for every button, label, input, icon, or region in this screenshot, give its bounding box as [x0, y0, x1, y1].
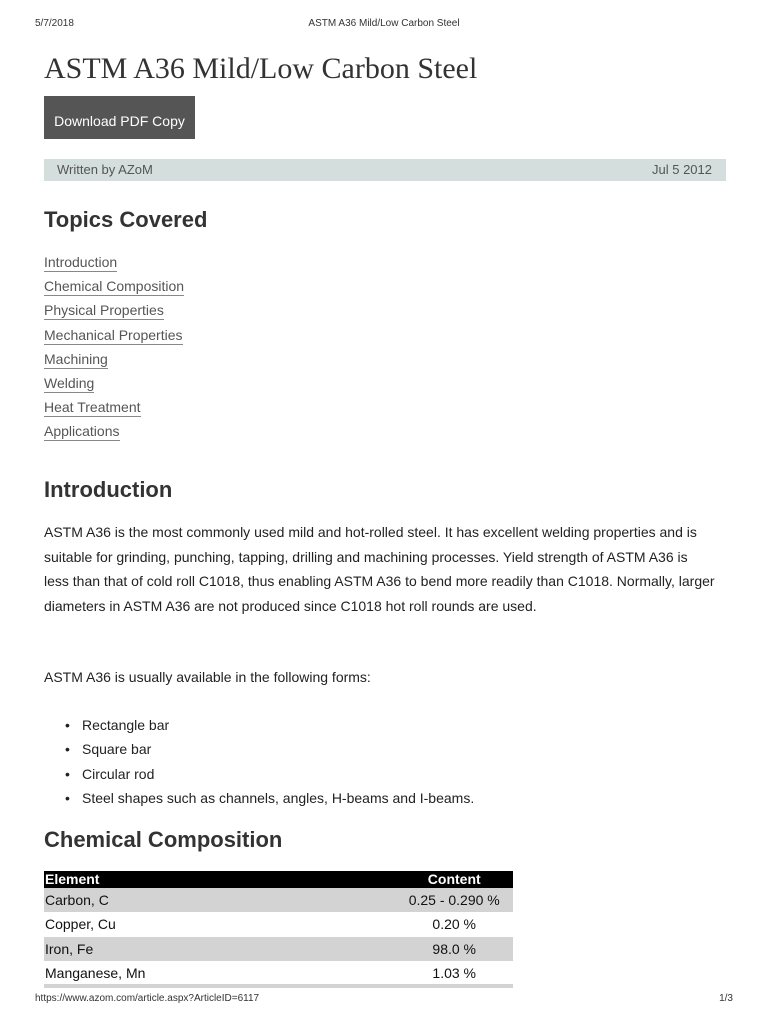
table-row	[44, 888, 513, 912]
element-cell: Manganese, Mn	[45, 965, 146, 982]
table-row	[44, 937, 513, 961]
introduction-paragraph: ASTM A36 is the most commonly used mild and hot-rolled steel. It has excellent welding properties and is suitable for grinding, punching, tapping, drilling and machining processes. Yield strength of ASTM A36 is less than that of cold roll C1018, thus enabling ASTM A36 to bend more readily than C1018. Normally, larger diameters in ASTM A36 are not produced since C1018 hot roll rounds are used.	[44, 524, 715, 615]
download-pdf-button[interactable]: Download PDF Copy	[44, 96, 195, 139]
content-cell: 1.03 %	[432, 965, 477, 982]
list-item	[44, 302, 184, 326]
list-item: • Steel shapes such as channels, angles, H-beams and I-beams.	[82, 786, 474, 810]
table-row	[44, 912, 513, 936]
toc-link-heat-treatment[interactable]: Heat Treatment	[44, 399, 141, 416]
element-cell: Carbon, C	[44, 888, 153, 912]
list-item	[44, 375, 184, 399]
list-item	[44, 278, 184, 302]
toc-link-introduction[interactable]: Introduction	[44, 254, 118, 270]
print-header	[35, 18, 733, 32]
list-item	[44, 327, 184, 351]
toc-link-welding[interactable]: Welding	[44, 374, 95, 391]
composition-table	[44, 871, 513, 985]
chemical-composition-heading: Chemical Composition	[44, 827, 283, 852]
page-number: 1/3	[719, 993, 733, 1004]
forms-intro-paragraph: ASTM A36 is usually available in the following forms:	[44, 669, 371, 685]
forms-list	[82, 713, 474, 810]
introduction-heading: Introduction	[44, 477, 173, 502]
print-footer	[35, 993, 733, 1005]
toc-link-applications[interactable]: Applications	[44, 423, 120, 440]
article-date: Jul 5 2012	[652, 162, 712, 177]
article-meta-bar	[44, 159, 726, 181]
toc-link-machining[interactable]: Machining	[44, 350, 108, 367]
list-item: • Circular rod	[82, 762, 474, 786]
toc-link-chemical-composition[interactable]: Chemical Composition	[44, 278, 185, 295]
element-cell: Iron, Fe	[44, 937, 153, 961]
column-header-element: Element	[44, 871, 153, 888]
table-header-row	[44, 871, 513, 888]
column-header-content: Content	[153, 871, 513, 888]
element-cell: Copper, Cu	[45, 916, 116, 933]
list-item	[44, 351, 184, 375]
toc-link-physical-properties[interactable]: Physical Properties	[44, 302, 164, 319]
list-item: • Square bar	[82, 737, 474, 761]
content-cell: 0.20 %	[432, 916, 477, 933]
topics-heading: Topics Covered	[44, 207, 208, 232]
table-divider	[44, 984, 513, 988]
page-title: ASTM A36 Mild/Low Carbon Steel	[44, 52, 478, 85]
list-item	[44, 423, 184, 447]
table-row	[44, 961, 513, 985]
content-cell: 0.25 - 0.290 %	[153, 888, 513, 912]
toc-link-mechanical-properties[interactable]: Mechanical Properties	[44, 326, 183, 343]
list-item	[44, 254, 184, 278]
list-item	[44, 399, 184, 423]
article-author: Written by AZoM	[57, 162, 153, 177]
list-item: • Rectangle bar	[82, 713, 474, 737]
topics-list	[44, 254, 184, 448]
print-date: 5/7/2018	[35, 18, 74, 29]
print-title: ASTM A36 Mild/Low Carbon Steel	[308, 18, 460, 29]
content-cell: 98.0 %	[153, 937, 513, 961]
print-url: https://www.azom.com/article.aspx?ArticleID=6117	[35, 993, 260, 1004]
